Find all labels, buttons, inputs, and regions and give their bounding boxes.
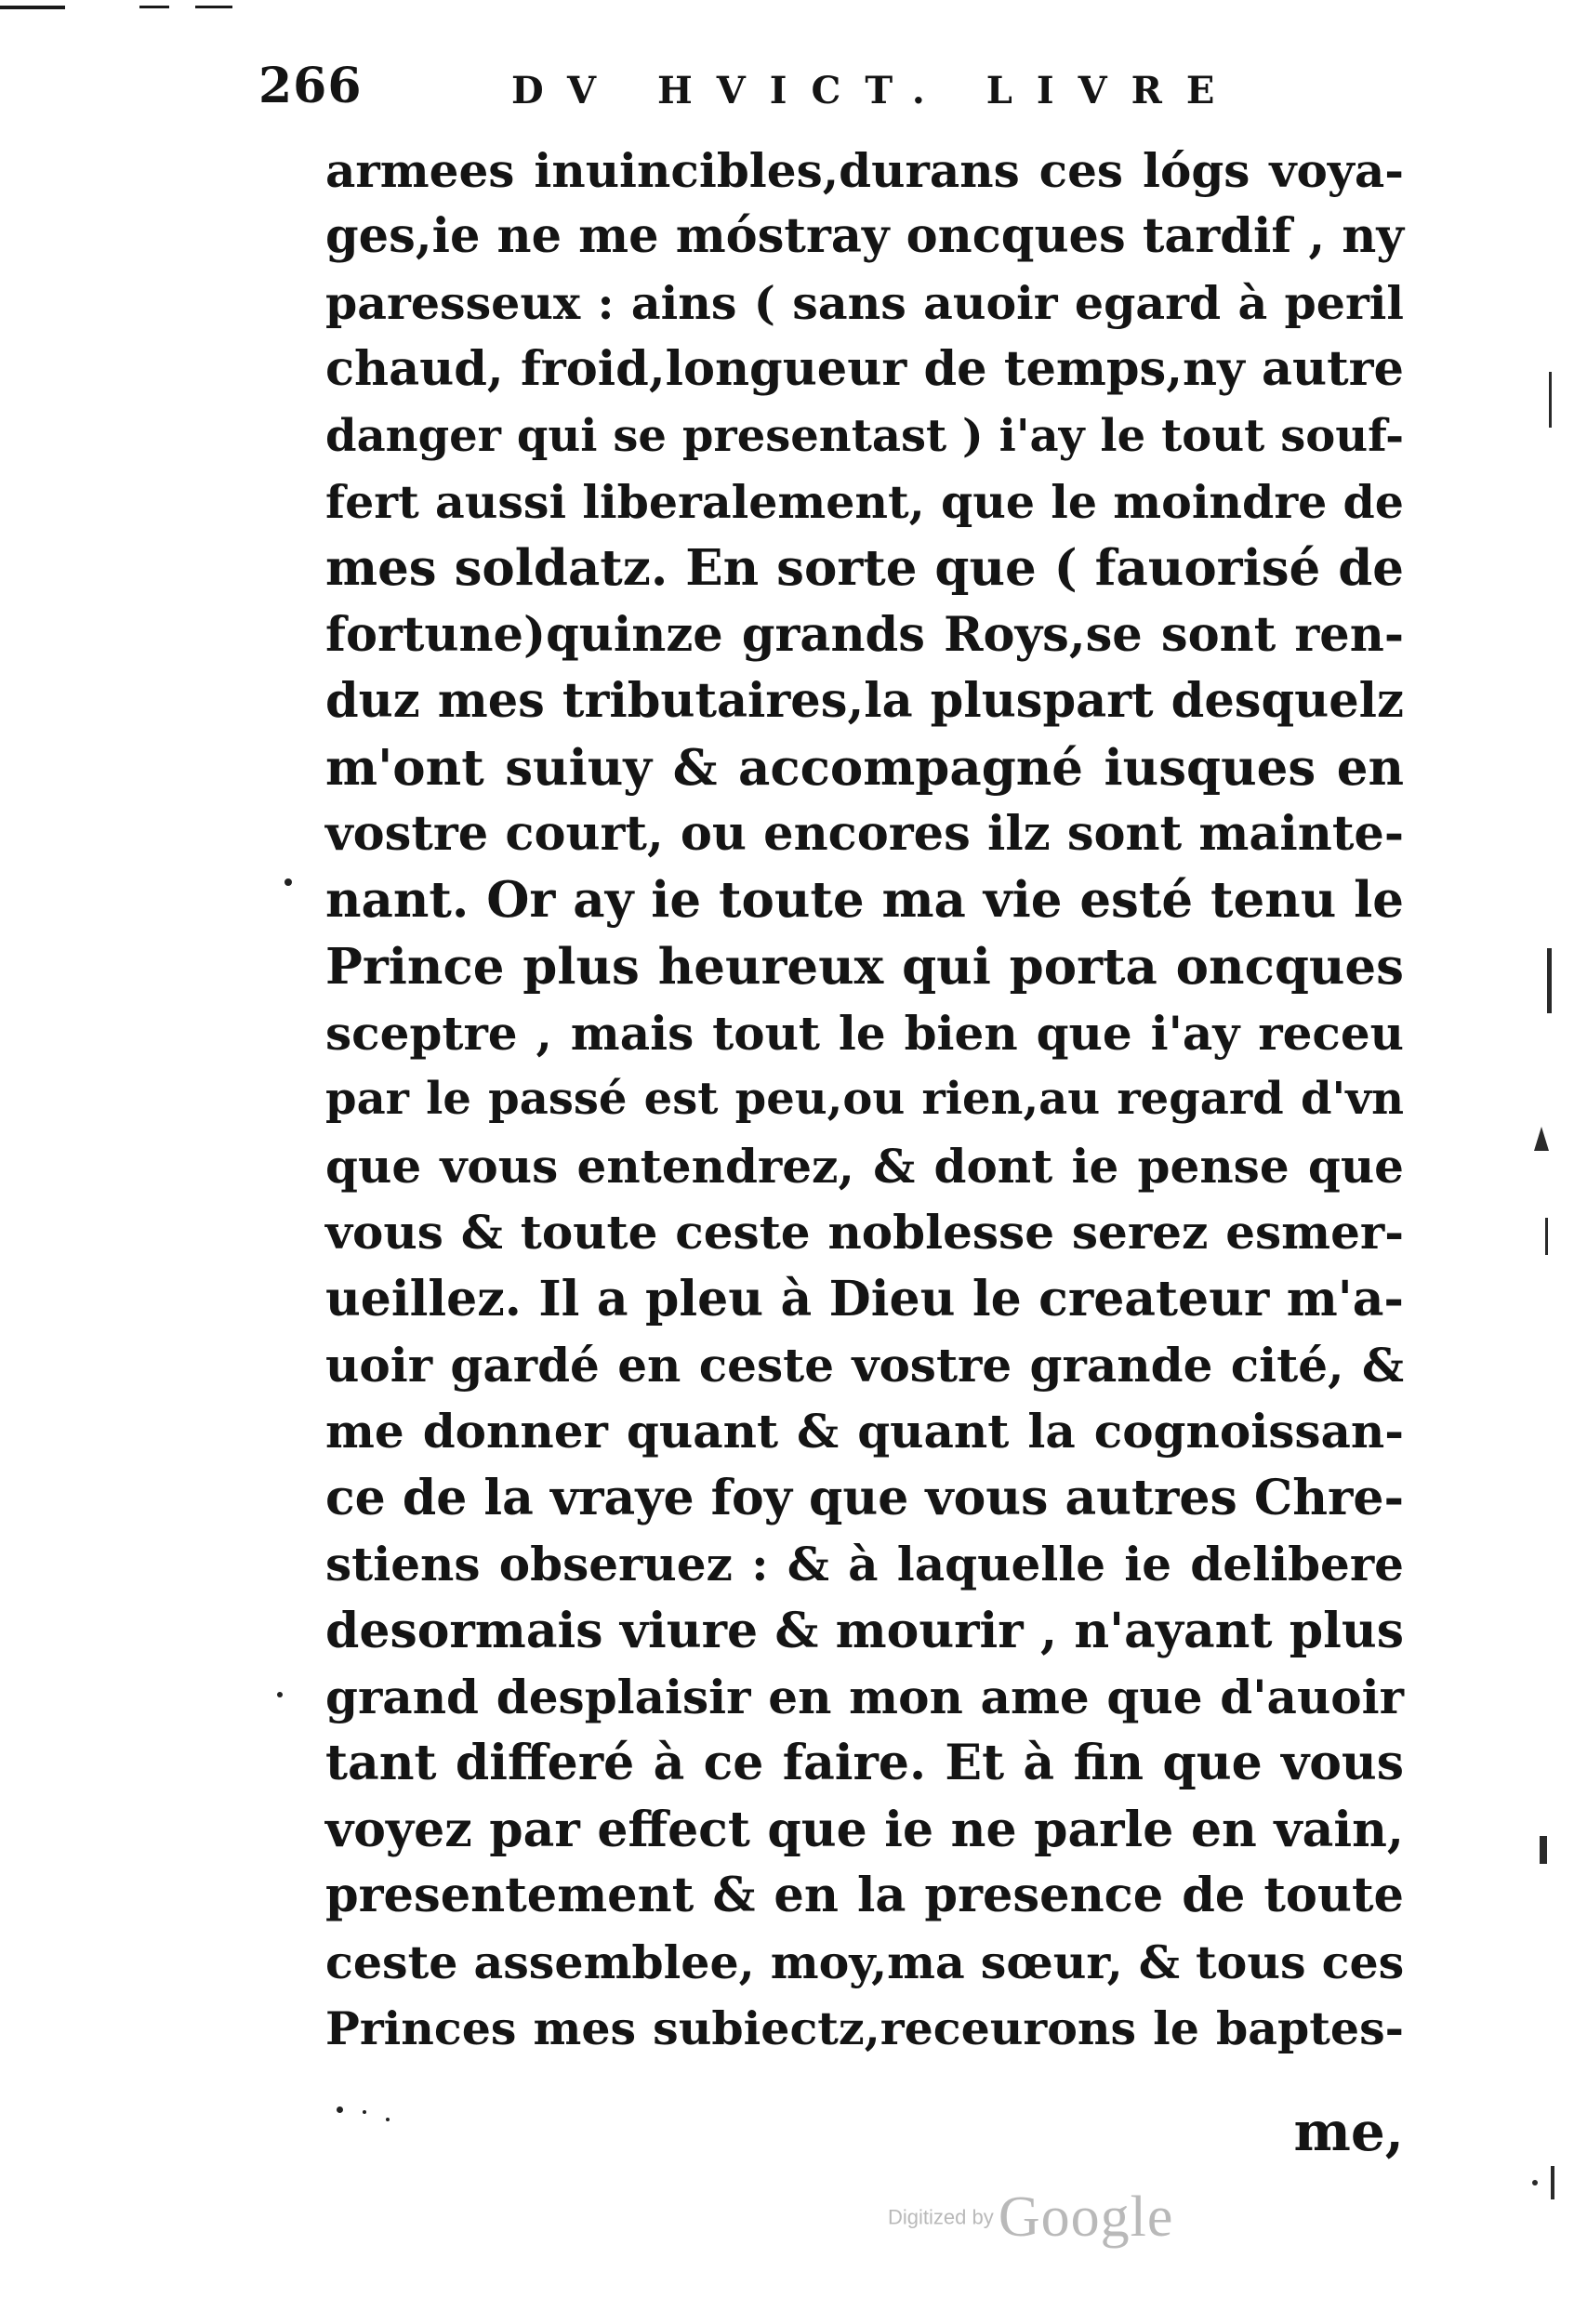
text-line: ceste assemblee, moy,ma sœur, & tous ces xyxy=(325,1934,1405,1989)
text-line: grand desplaisir en mon ame que d'auoir xyxy=(325,1669,1404,1724)
text-line: paresseux : ains ( sans auoir egard à peril xyxy=(325,275,1404,330)
scan-edge-mark xyxy=(1545,1218,1548,1255)
text-line: me donner quant & quant la cognoissan- xyxy=(325,1404,1404,1459)
text-line: fert aussi liberalement, que le moindre de xyxy=(325,474,1404,529)
text-line: vostre court, ou encores ilz sont mainte- xyxy=(325,805,1404,862)
text-line: ce de la vraye foy que vous autres Chre- xyxy=(325,1469,1405,1526)
text-line: desormais viure & mourir , n'ayant plus xyxy=(325,1602,1404,1659)
scan-speck xyxy=(284,878,292,886)
running-title: DV HVICT. LIVRE xyxy=(511,69,1239,112)
text-line: uoir gardé en ceste vostre grande cité, & xyxy=(325,1338,1404,1393)
text-line: voyez par effect que ie ne parle en vain, xyxy=(325,1801,1404,1858)
text-line: Prince plus heureux qui porta oncques xyxy=(325,937,1404,996)
digitized-by-watermark xyxy=(888,2185,1173,2251)
scan-artifact xyxy=(195,6,232,8)
scan-speck xyxy=(337,2106,343,2113)
text-line: tant differé à ce faire. Et à fin que vous xyxy=(325,1735,1404,1792)
text-line: mes soldatz. En sorte que ( fauorisé de xyxy=(325,539,1404,598)
scan-edge-mark xyxy=(1551,2166,1554,2199)
text-line: nant. Or ay ie toute ma vie esté tenu le xyxy=(325,871,1404,930)
text-line: danger qui se presentast ) i'ay le tout souf- xyxy=(325,409,1404,462)
text-line: duz mes tributaires,la pluspart desquelz xyxy=(325,673,1404,730)
scan-artifact xyxy=(0,6,65,9)
text-line: fortune)quinze grands Roys,se sont ren- xyxy=(325,606,1404,663)
text-line: vous & toute ceste noblesse serez esmer- xyxy=(325,1205,1404,1261)
text-line: stiens obseruez : & à laquelle ie delibere xyxy=(325,1537,1404,1592)
text-line: sceptre , mais tout le bien que i'ay receu xyxy=(325,1006,1404,1062)
google-logo: Google xyxy=(998,2185,1174,2249)
catchword: me, xyxy=(1293,2100,1404,2163)
text-line: ges,ie ne me móstray oncques tardif , ny xyxy=(325,208,1404,265)
text-line: Princes mes subiectz,receurons le baptes- xyxy=(325,2000,1404,2055)
running-head xyxy=(258,58,1244,123)
text-line: chaud, froid,longueur de temps,ny autre xyxy=(325,341,1404,398)
digitized-by-label: Digitized by xyxy=(888,2205,994,2229)
scan-speck xyxy=(363,2110,366,2114)
text-line: m'ont suiuy & accompagné iusques en xyxy=(325,738,1404,797)
body-text xyxy=(325,138,1404,2062)
text-line: par le passé est peu,ou rien,au regard d'vn xyxy=(325,1073,1404,1126)
scan-speck xyxy=(277,1692,283,1697)
scan-artifact xyxy=(139,6,169,8)
text-line: presentement & en la presence de toute xyxy=(325,1868,1404,1924)
scan-edge-mark xyxy=(1547,948,1552,1013)
scan-edge-mark xyxy=(1532,2180,1538,2185)
text-line: ueillez. Il a pleu à Dieu le createur m'a- xyxy=(325,1270,1404,1327)
text-line: armees inuincibles,durans ces lógs voya- xyxy=(325,143,1404,198)
scan-edge-mark xyxy=(1540,1836,1547,1864)
scan-speck xyxy=(386,2118,390,2121)
text-line: que vous entendrez, & dont ie pense que xyxy=(325,1138,1404,1194)
scan-edge-mark xyxy=(1549,372,1552,428)
page-number: 266 xyxy=(258,58,363,114)
scan-edge-mark xyxy=(1534,1127,1549,1151)
